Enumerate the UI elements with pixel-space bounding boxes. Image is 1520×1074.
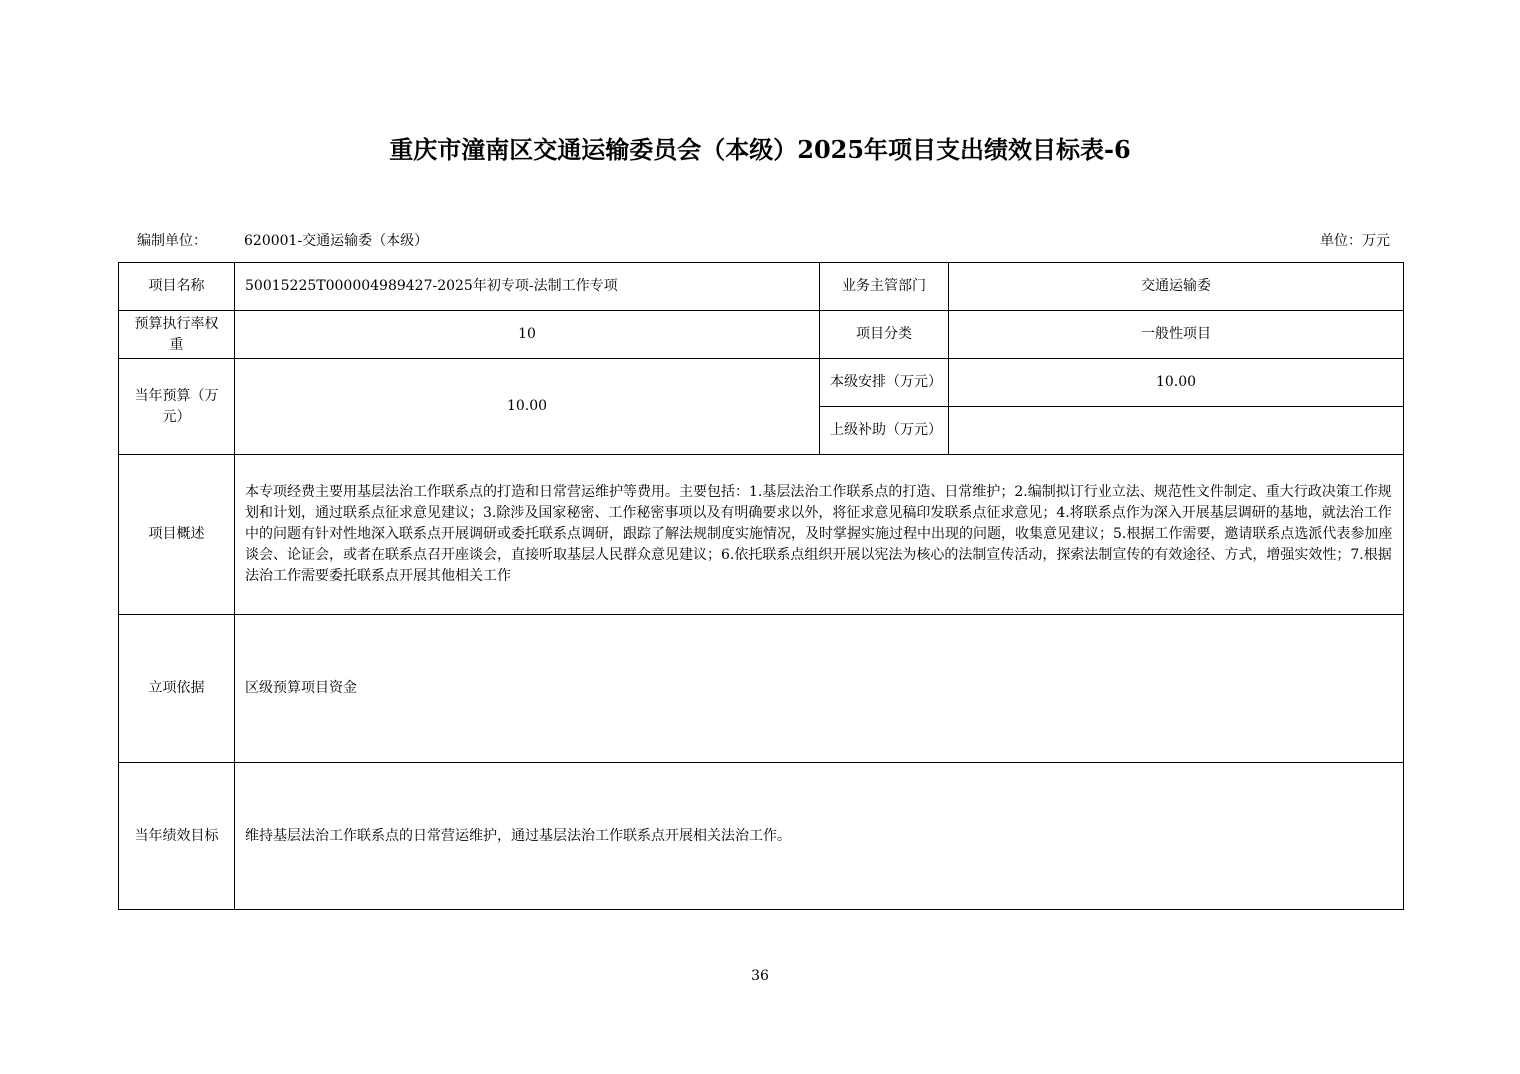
page-number: 36 <box>751 968 769 984</box>
local-label: 本级安排（万元） <box>820 359 949 407</box>
overview-value: 本专项经费主要用基层法治工作联系点的打造和日常营运维护等费用。主要包括：1.基层法治工作联系点的打造、日常维护；2.编制拟订行业立法、规范性文件制定、重大行政决策工作规划和计划，通过联系点征求意见建议；3.除涉及国家秘密、工作秘密事项以及有明确要求以外，将征求意见稿印发联系点征求意见；4.将联系点作为深入开展基层调研的基地，就法治工作中的问题有针对性地深入联系点开展调研或委托联系点调研，跟踪了解法规制度实施情况，及时掌握实施过程中出现的问题，收集意见建议；5.根据工作需要，邀请联系点选派代表参加座谈会、论证会，或者在联系点召开座谈会，直接听取基层人民群众意见建议；6.依托联系点组织开展以宪法为核心的法制宣传活动，探索法制宣传的有效途径、方式，增强实效性；7.根据法治工作需要委托联系点开展其他相关工作 <box>235 455 1404 615</box>
table-row <box>119 455 1404 615</box>
goal-value: 维持基层法治工作联系点的日常营运维护，通过基层法治工作联系点开展相关法治工作。 <box>235 763 1404 910</box>
table-row <box>119 615 1404 763</box>
performance-target-table <box>118 262 1404 910</box>
dept-value: 交通运输委 <box>949 263 1404 311</box>
category-value: 一般性项目 <box>949 311 1404 359</box>
local-value: 10.00 <box>949 359 1404 407</box>
weight-label: 预算执行率权重 <box>119 311 235 359</box>
table-row <box>119 359 1404 407</box>
superior-label: 上级补助（万元） <box>820 407 949 455</box>
basis-label: 立项依据 <box>119 615 235 763</box>
currency-unit: 单位：万元 <box>1320 233 1390 249</box>
compiling-unit-label: 编制单位： <box>137 233 207 249</box>
page-title: 重庆市潼南区交通运输委员会（本级）2025年项目支出绩效目标表-6 <box>389 135 1131 164</box>
table-row <box>119 263 1404 311</box>
basis-value: 区级预算项目资金 <box>235 615 1404 763</box>
goal-label: 当年绩效目标 <box>119 763 235 910</box>
weight-value: 10 <box>235 311 820 359</box>
project-name-label: 项目名称 <box>119 263 235 311</box>
compiling-unit <box>137 230 428 250</box>
project-name-value: 50015225T000004989427-2025年初专项-法制工作专项 <box>235 263 820 311</box>
category-label: 项目分类 <box>820 311 949 359</box>
table-row <box>119 763 1404 910</box>
dept-label: 业务主管部门 <box>820 263 949 311</box>
budget-value: 10.00 <box>235 359 820 455</box>
compiling-unit-value: 620001-交通运输委（本级） <box>244 233 429 249</box>
superior-value <box>949 407 1404 455</box>
overview-label: 项目概述 <box>119 455 235 615</box>
budget-label: 当年预算（万元） <box>119 359 235 455</box>
table-row <box>119 311 1404 359</box>
